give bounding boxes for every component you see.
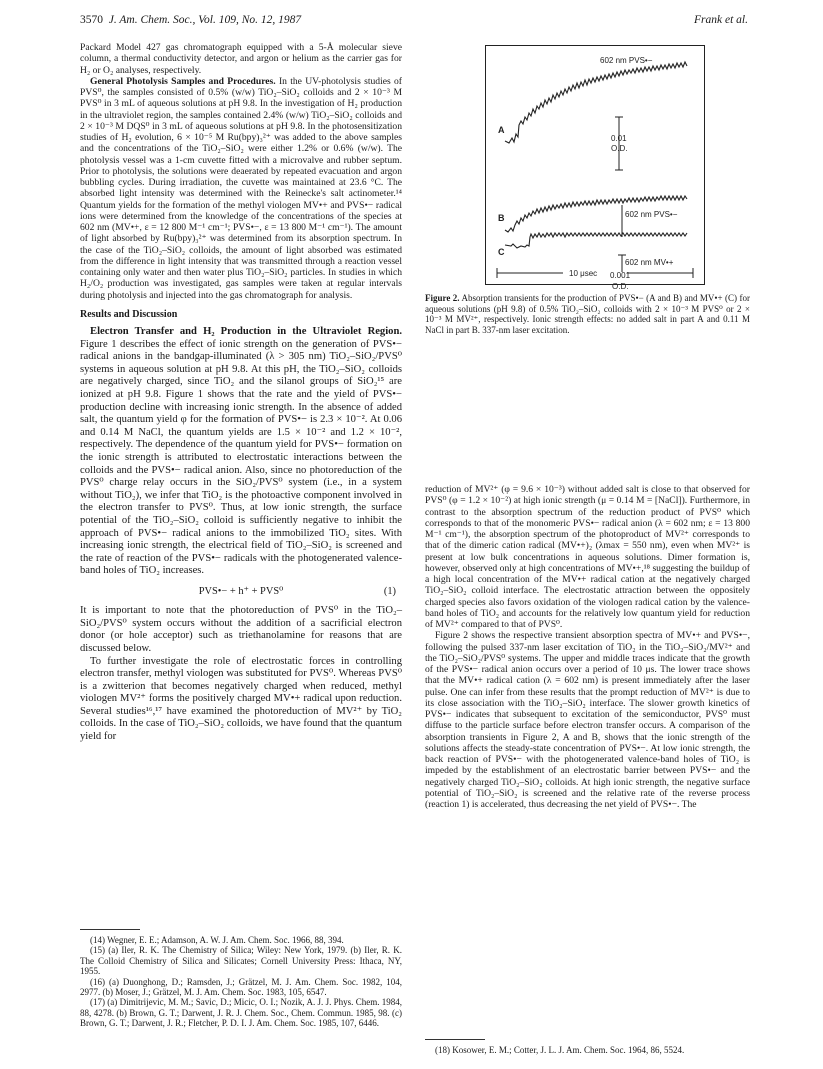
footnote-17: (17) (a) Dimitrijevic, M. M.; Savic, D.; Micic, O. I.; Nozik, A. J. J. Phys. Chem. 1984, 88, 4278. (b) Brown, G. T.; Darwent, J. R. J. Chem. Soc., Chem. Commun. 1985, 98. (c) Brown, G. T.; Darwent, J. R.; Fletcher, P. D. I. J. Am. Chem. Soc. 1985, 107, 6446. (80, 997, 402, 1029)
journal-name: J. Am. Chem. Soc., Vol. 109, No. 12, 1987 (108, 14, 302, 26)
footnote-18: (18) Kosower, E. M.; Cotter, J. L. J. Am. Chem. Soc. 1964, 86, 5524. (435, 1045, 685, 1055)
footnote-14: (14) Wegner, E. E.; Adamson, A. W. J. Am. Chem. Soc. 1966, 88, 394. (90, 935, 344, 945)
results-paragraph-2: It is important to note that the photoreduction of PVS⁰ in the TiO₂–SiO₂/PVS⁰ system occurs without the addition of a sacrificial electron donor (or hole acceptor) such as triethanolamine for reasons that are discussed below. (80, 605, 402, 654)
photolysis-heading: General Photolysis Samples and Procedures. (90, 75, 276, 87)
scale-1-value: 0.01 (611, 134, 627, 143)
scale-2-unit: O.D. (612, 282, 629, 291)
subsection-heading: Electron Transfer and H₂ Production in the Ultraviolet Region. (90, 326, 402, 337)
running-header (80, 14, 748, 30)
equation-1 (80, 586, 402, 597)
photolysis-body: In the UV-photolysis studies of PVS⁰, the samples consisted of 0.5% (w/w) TiO₂–SiO₂ colloids and 2 × 10⁻³ M PVS⁰ in 3 mL of aqueous solutions at pH 9.8. In the investigation of H₂ production in the ultraviolet region, the samples contained 2.4% (w/w) TiO₂–SiO₂ colloids and 2 × 10⁻³ M DQS⁰ in 3 mL of aqueous solutions at pH 9.8. In the photosensitization studies of H₂ evolution, 6 × 10⁻⁵ M Ru(bpy)₃²⁺ was added to the above samples and the concentrations of the TiO₂–SiO₂ were either 1.2% or 0.6% (w/w). The photolysis vessel was a 1-cm cuvette fitted with a microvalve and rubber septum. Prior to photolysis, the solutions were deaerated by repeated evacuation and argon bubbling cycles. During irradiation, the cuvette was maintained at 23.6 °C. The absorbed light intensity was determined with the Reinecke's salt actinometer.¹⁴ Quantum yields for the formation of the methyl viologen MV•+ and PVS•− radical ions were determined from the knowledge of the concentrations of the species at 602 nm (MV•+, ε = 12 800 M⁻¹ cm⁻¹; PVS•−, ε = 13 800 M⁻¹ cm⁻¹). The amount of light absorbed by Ru(bpy)₃²⁺ was determined from its absorption spectrum. In the case of the TiO₂–SiO₂ colloids, the amount of light absorbed was estimated from the difference in light intensity that was transmitted through a reaction vessel containing only water and then water plus TiO₂–SiO₂ particles. In studies in which H₂/O₂ production was investigated, gas samples were taken at regular intervals during photolysis and injected into the gas chromatograph for analysis. (80, 75, 402, 301)
caption-text: Absorption transients for the production of PVS•− (A and B) and MV•+ (C) for aqueous solutions (pH 9.8) of 0.5% TiO₂–SiO₂ colloids with 2 × 10⁻³ M PVS⁰ or 2 × 10⁻³ M MV²⁺, respectively. Ionic strength effects: no added salt in part A and 0.11 M NaCl in part B. 337-nm laser excitation. (425, 293, 750, 335)
caption-label: Figure 2. (425, 293, 460, 303)
scale-1-unit: O.D. (611, 144, 628, 153)
equation-text: PVS•− + h⁺ + PVS⁰ (198, 585, 284, 597)
right-paragraph-1: reduction of MV²⁺ (φ = 9.6 × 10⁻³) without added salt is close to that observed for PVS⁰ (φ = 1.2 × 10⁻²) at high ionic strength (μ = 0.14 M = [NaCl]). Furthermore, in contrast to the absorption spectrum of the reduction product of PVS⁰ which corresponds to that of the monomeric PVS•− radical anion (λ = 602 nm; ε = 13 800 M⁻¹ cm⁻¹), the absorption spectrum of the photoproduct of MV²⁺ corresponds to that of the dimeric cation radical (MV•+)₂ (λmax = 550 nm), even when MV²⁺ is present at low bulk concentrations in aqueous solutions. Dimer formation is, however, observed only at high concentrations of MV•+,¹⁸ suggesting the buildup of a high local concentration of the MV•+ radical cation at the negatively charged TiO₂–SiO₂ colloid interface. The electrostatic attraction between the oppositely charged species also favors oxidation of the viologen radical cation by the valence-band holes of TiO₂ and accounts for the relatively low quantum yield for reduction of MV²⁺ compared to that of PVS⁰. (425, 484, 750, 630)
trace-c-label: 602 nm MV•+ (625, 258, 674, 267)
footnote-rule-left (80, 929, 140, 930)
footnote-15: (15) (a) Iler, R. K. The Chemistry of Silica; Wiley: New York, 1979. (b) Iler, R. K. The Colloid Chemistry of Silica and Silicates; Cornell University Press: Ithaca, NY, 1955. (80, 945, 402, 977)
footnote-16: (16) (a) Duonghong, D.; Ramsden, J.; Grätzel, M. J. Am. Chem. Soc. 1982, 104, 2977. (b) Moser, J.; Grätzel, M. J. Am. Chem. Soc. 1983, 105, 6547. (80, 976, 402, 998)
right-column (425, 484, 750, 810)
journal-citation (80, 14, 301, 26)
panel-label-c: C (498, 247, 505, 257)
equation-number: (1) (383, 585, 396, 597)
scale-bar-2 (485, 45, 705, 285)
results-paragraph-1-body: Figure 1 describes the effect of ionic strength on the generation of PVS•− radical anions in the bandgap-illuminated (λ > 305 nm) TiO₂–SiO₂/PVS⁰ systems in aqueous solution at pH 9.8. At this pH, the TiO₂–SiO₂ colloids are negatively charged, since TiO₂ and the silanol groups of SiO₂¹⁵ are ionized at pH 9.8. Figure 1 shows that the rate and the yield of PVS•− production decline with increasing ionic strength. In the absence of added salt, the quantum yield φ for the formation of PVS•− is 2.3 × 10⁻². At 0.06 and 0.14 M NaCl, the quantum yields are 1.5 × 10⁻² and 1.2 × 10⁻², respectively. The dependence of the quantum yield for PVS•− formation on the ionic strength is attributed to electrostatic interactions between the colloids and the PVS•− radical anion. Also, since no photoreduction of the PVS⁰ charge relay occurs in the SiO₂/PVS⁰ system (i.e., in a system without TiO₂), we infer that TiO₂ is the photoactive component involved in the electron transfer to PVS⁰. Thus, at low ionic strength, the surface potential of the TiO₂–SiO₂ colloid is sufficiently negative to inhibit the approach of PVS•− radical anions to the immobilized TiO₂ sites. With increasing ionic strength, the electrical field of TiO₂–SiO₂ is screened and the rate of reaction of the PVS•− radicals with the photogenerated valence-band holes of TiO₂ increases. (80, 338, 402, 577)
scale-2-value: 0.001 (610, 271, 631, 280)
page-number: 3570 (80, 14, 103, 26)
results-paragraph-3: To further investigate the role of electrostatic forces in controlling electron transfer, methyl viologen was substituted for PVS⁰. Whereas PVS⁰ is a zwitterion that becomes negatively charged when reduced, methyl viologen MV²⁺ forms the positively charged MV•+ radical upon reduction. Several studies¹⁶,¹⁷ have examined the photoreduction of MV²⁺ by TiO₂ colloids. In the case of TiO₂–SiO₂ colloids, we have found that the quantum yield for (80, 655, 402, 743)
left-column (80, 42, 402, 744)
photolysis-paragraph (80, 76, 402, 301)
results-paragraph-1 (80, 326, 402, 578)
intro-paragraph: Packard Model 427 gas chromatograph equipped with a 5-Å molecular sieve column, a thermal conductivity detector, and argon or helium as the carrier gas for H₂ or O₂ analyses, respectively. (80, 42, 402, 76)
trace-b-label: 602 nm PVS•− (625, 210, 678, 219)
trace-a-label: 602 nm PVS•− (600, 56, 653, 65)
running-authors: Frank et al. (694, 14, 748, 26)
panel-label-a: A (498, 125, 505, 135)
time-scale-label: 10 μsec (569, 269, 598, 278)
right-paragraph-2: Figure 2 shows the respective transient absorption spectra of MV•+ and PVS•−, following the pulsed 337-nm laser excitation of TiO₂ in the TiO₂–SiO₂/MV²⁺ and the TiO₂–SiO₂/PVS⁰ systems. The upper and middle traces indicate that the growth of the PVS•− radical anion occurs over a period of 10 μs. The lower trace shows that the MV•+ radical cation (λ = 602 nm) is present immediately after the laser pulse. One can infer from these results that the prompt reduction of MV²⁺ is due to its close association with the TiO₂–SiO₂ interface. The slower growth kinetics of PVS•− indicates that subsequent to excitation of the semiconductor, PVS⁰ must diffuse to the particle surface before electron transfer occurs. A comparison of the absorption transients in Figure 2, A and B, shows that the ionic strength of the solutions affects the steady-state concentration of PVS•−. At low ionic strength, the back reaction of PVS•− with the photogenerated valence-band holes of TiO₂ is impeded by the establishment of an electrostatic barrier between PVS•− and the negatively charged TiO₂–SiO₂ colloids. At high ionic strength, the negative surface potential of TiO₂–SiO₂ is screened and the relative rate of the reverse process (reaction 1) is accelerated, thus decreasing the net yield of PVS•−. The (425, 630, 750, 810)
section-heading: Results and Discussion (80, 308, 178, 320)
footnotes-left (80, 935, 402, 1029)
footnote-rule-right (425, 1039, 485, 1040)
results-section (80, 326, 402, 744)
panel-label-b: B (498, 213, 505, 223)
figure-2-caption (425, 293, 750, 335)
